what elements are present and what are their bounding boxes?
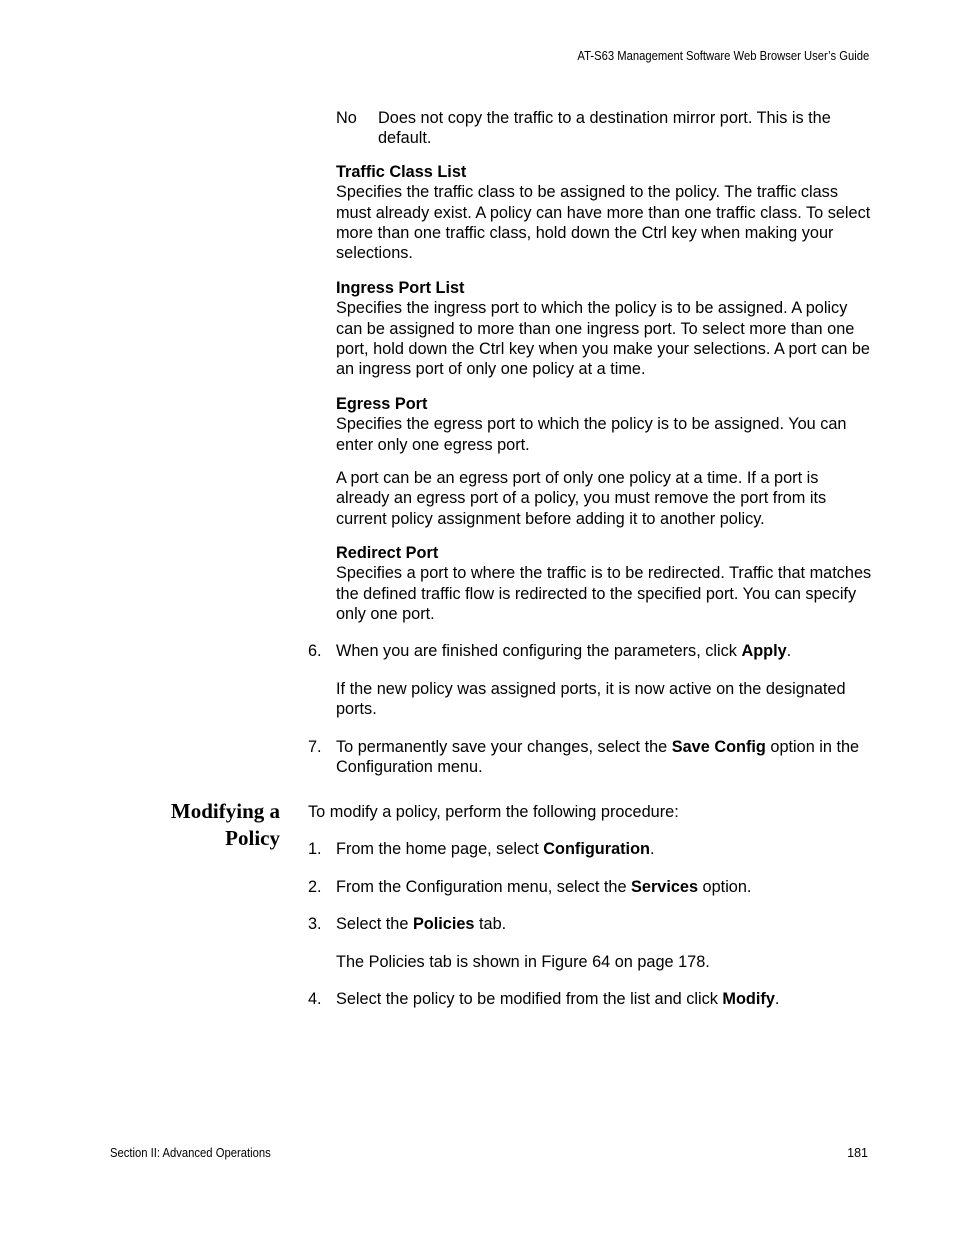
section-intro: To modify a policy, perform the following procedure: bbox=[308, 803, 679, 821]
param-heading: Ingress Port List bbox=[336, 279, 465, 297]
step-number: 1. bbox=[308, 840, 322, 858]
step-select-services: From the Configuration menu, select the Services option. bbox=[336, 878, 752, 896]
running-header: AT-S63 Management Software Web Browser User’s Guide bbox=[577, 49, 869, 63]
option-key: No bbox=[336, 109, 357, 127]
step-number: 3. bbox=[308, 915, 322, 933]
param-text: Specifies the ingress port to which the policy is to be assigned. A policy can be assigned to more than one ingress port. To select more than one port, hold down the Ctrl key when you make your selections. A port can be an ingress port of only one policy at a time. bbox=[336, 299, 870, 379]
step-select-policies: Select the Policies tab. bbox=[336, 915, 507, 933]
option-description: Does not copy the traffic to a destination mirror port. This is the default. bbox=[378, 109, 831, 148]
page-number: 181 bbox=[847, 1146, 868, 1160]
param-traffic-class-list bbox=[336, 162, 876, 263]
step-select-configuration: From the home page, select Configuration. bbox=[336, 840, 655, 858]
param-ingress-port-list bbox=[336, 278, 876, 379]
param-egress-port bbox=[336, 394, 876, 455]
section-heading: Modifying a Policy bbox=[170, 799, 280, 850]
param-text: Specifies the traffic class to be assigned to the policy. The traffic class must already exist. A policy can have more than one traffic class. To select more than one traffic class, hold down the Ctrl key when making your selections. bbox=[336, 183, 871, 263]
param-heading: Redirect Port bbox=[336, 544, 439, 562]
param-heading: Traffic Class List bbox=[336, 163, 467, 181]
step-save-config: To permanently save your changes, select the Save Config option in the Configuration menu. bbox=[336, 738, 860, 777]
param-redirect-port bbox=[336, 543, 876, 624]
step-number: 6. bbox=[308, 642, 322, 660]
param-text: Specifies the egress port to which the policy is to be assigned. You can enter only one egress port. bbox=[336, 415, 847, 454]
step-number: 2. bbox=[308, 878, 322, 896]
param-egress-port-note: A port can be an egress port of only one policy at a time. If a port is already an egress port of a policy, you must remove the port from its current policy assignment before adding it to another policy. bbox=[336, 469, 827, 528]
step-apply: When you are finished configuring the parameters, click Apply. bbox=[336, 642, 792, 660]
step-note: If the new policy was assigned ports, it is now active on the designated ports. bbox=[336, 680, 846, 719]
footer-section: Section II: Advanced Operations bbox=[110, 1146, 271, 1160]
step-number: 4. bbox=[308, 990, 322, 1008]
step-note: The Policies tab is shown in Figure 64 on page 178. bbox=[336, 953, 710, 971]
param-heading: Egress Port bbox=[336, 395, 428, 413]
step-select-modify: Select the policy to be modified from the list and click Modify. bbox=[336, 990, 780, 1008]
step-number: 7. bbox=[308, 738, 322, 756]
param-text: Specifies a port to where the traffic is to be redirected. Traffic that matches the defined traffic flow is redirected to the specified port. You can specify only one port. bbox=[336, 564, 872, 623]
